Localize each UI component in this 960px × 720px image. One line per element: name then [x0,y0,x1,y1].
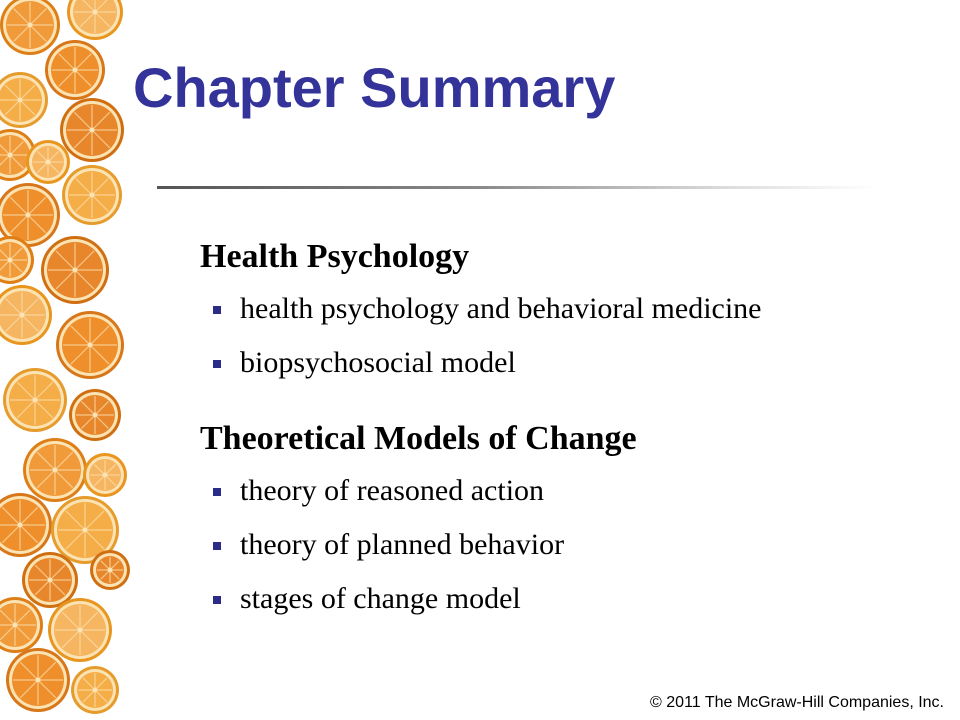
slide-content [200,232,930,626]
citrus-slice-icon [69,389,121,441]
citrus-slice-icon [45,40,105,100]
section-heading: Theoretical Models of Change [200,420,637,457]
citrus-slice-icon [0,493,52,557]
citrus-slice-icon [0,597,43,653]
square-bullet-icon [213,542,221,550]
slide-title: Chapter Summary [133,56,616,119]
square-bullet-icon [213,306,221,314]
bullet-item [200,282,930,336]
citrus-slice-icon [0,0,60,55]
citrus-slice-icon [90,550,130,590]
bullet-text: theory of reasoned action [240,474,545,507]
bullet-item [200,464,930,518]
citrus-slice-icon [0,285,52,345]
citrus-slice-icon [62,165,122,225]
bullet-text: stages of change model [240,582,521,615]
bullet-text: biopsychosocial model [240,346,516,379]
square-bullet-icon [213,596,221,604]
citrus-slice-icon [56,311,124,379]
section-health-psychology [200,232,930,390]
bullet-text: theory of planned behavior [240,528,565,561]
citrus-slice-icon [6,648,70,712]
title-divider [157,186,877,189]
bullet-item [200,518,930,572]
copyright-footer: © 2011 The McGraw-Hill Companies, Inc. [650,694,944,711]
square-bullet-icon [213,360,221,368]
bullet-item [200,336,930,390]
citrus-slice-icon [83,453,127,497]
bullet-item [200,572,930,626]
citrus-slice-icon [0,72,48,128]
section-heading: Health Psychology [200,238,470,275]
bullet-list [200,464,930,626]
citrus-slice-icon [60,98,124,162]
citrus-slice-icon [26,140,70,184]
citrus-slice-icon [22,552,78,608]
citrus-slice-icon [48,598,112,662]
citrus-slice-icon [3,368,67,432]
citrus-slices-decoration [0,0,135,720]
citrus-slice-icon [23,438,87,502]
bullet-text: health psychology and behavioral medicine [240,292,762,325]
citrus-slice-icon [71,666,119,714]
section-theoretical-models [200,414,930,626]
citrus-slice-icon [41,236,109,304]
citrus-slice-icon [67,0,123,40]
square-bullet-icon [213,488,221,496]
bullet-list [200,282,930,390]
